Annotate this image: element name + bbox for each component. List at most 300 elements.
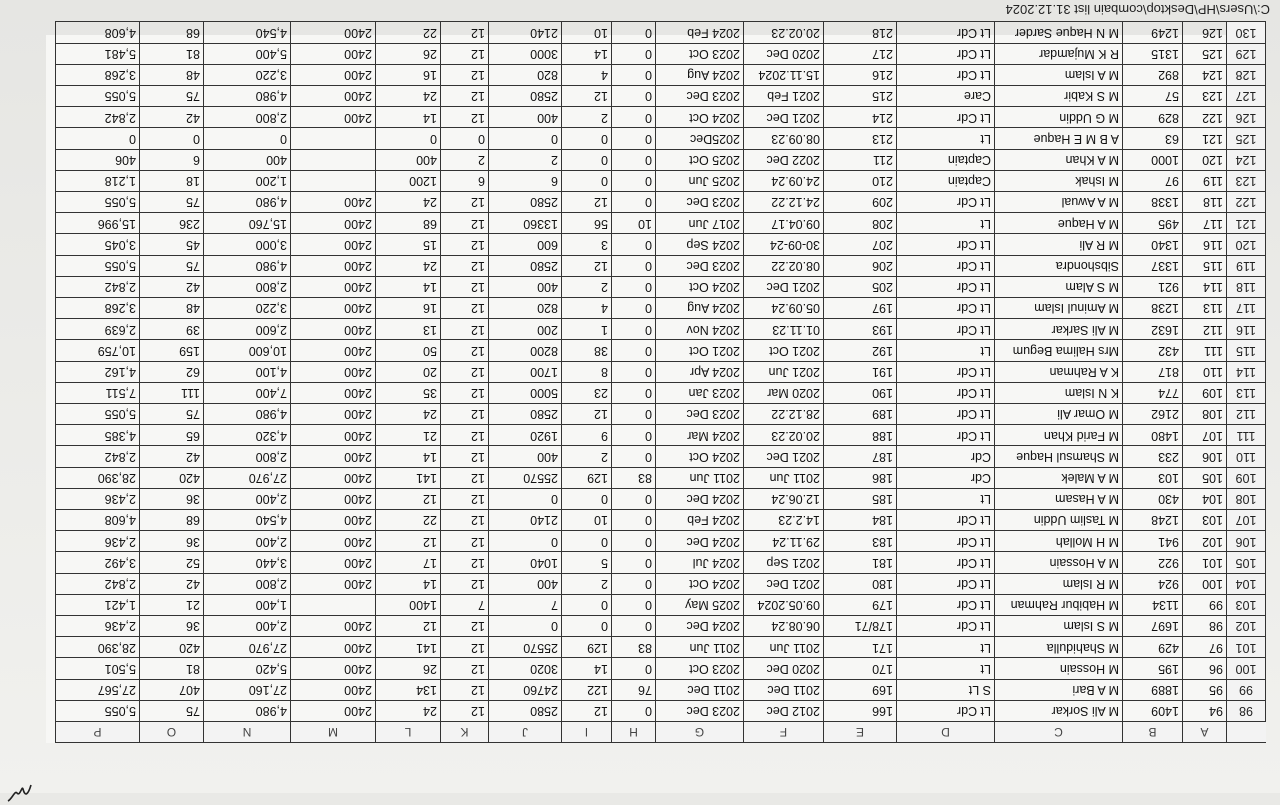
cell-h[interactable]: 0 xyxy=(611,551,655,572)
cell-h[interactable]: 0 xyxy=(611,530,655,551)
cell-o[interactable]: 42 xyxy=(139,445,203,466)
cell-m[interactable]: 2400 xyxy=(290,530,375,551)
cell-l[interactable]: 16 xyxy=(375,297,440,318)
cell-p[interactable]: 10,759 xyxy=(55,339,139,360)
cell-f[interactable]: 30-09-24 xyxy=(743,233,823,254)
cell-d[interactable]: Lt Cdr xyxy=(896,403,994,424)
cell-b[interactable]: 495 xyxy=(1122,212,1182,233)
cell-e[interactable]: 205 xyxy=(823,276,896,297)
cell-i[interactable]: 12 xyxy=(561,403,611,424)
cell-i[interactable]: 23 xyxy=(561,382,611,403)
cell-j[interactable]: 0 xyxy=(488,127,561,148)
cell-m[interactable]: 2400 xyxy=(290,488,375,509)
cell-h[interactable]: 0 xyxy=(611,488,655,509)
cell-c[interactable]: M S Kabir xyxy=(994,85,1122,106)
cell-k[interactable]: 12 xyxy=(440,106,488,127)
cell-c[interactable]: M A Haque xyxy=(994,212,1122,233)
cell-h[interactable]: 0 xyxy=(611,297,655,318)
cell-i[interactable]: 56 xyxy=(561,212,611,233)
column-header-f[interactable]: F xyxy=(743,721,823,743)
cell-b[interactable]: 924 xyxy=(1122,573,1182,594)
cell-f[interactable]: 09.05.2024 xyxy=(743,594,823,615)
cell-m[interactable]: 2400 xyxy=(290,424,375,445)
row-number[interactable]: 120 xyxy=(1226,233,1266,254)
cell-c[interactable]: A B M E Haque xyxy=(994,127,1122,148)
cell-g[interactable]: 2023 Jan xyxy=(655,382,743,403)
cell-l[interactable]: 24 xyxy=(375,700,440,721)
cell-i[interactable]: 12 xyxy=(561,700,611,721)
row-number[interactable]: 127 xyxy=(1226,85,1266,106)
cell-k[interactable]: 12 xyxy=(440,43,488,64)
cell-f[interactable]: 28.12.22 xyxy=(743,403,823,424)
cell-a[interactable]: 96 xyxy=(1182,657,1226,678)
cell-g[interactable]: 2024 Nov xyxy=(655,318,743,339)
cell-p[interactable]: 28,390 xyxy=(55,467,139,488)
cell-g[interactable]: 2025 Jun xyxy=(655,170,743,191)
cell-l[interactable]: 26 xyxy=(375,657,440,678)
cell-c[interactable]: M A Hasam xyxy=(994,488,1122,509)
cell-l[interactable]: 12 xyxy=(375,530,440,551)
row-number[interactable]: 106 xyxy=(1226,530,1266,551)
cell-d[interactable]: Lt Cdr xyxy=(896,594,994,615)
cell-h[interactable]: 0 xyxy=(611,255,655,276)
cell-k[interactable]: 12 xyxy=(440,467,488,488)
cell-h[interactable]: 0 xyxy=(611,85,655,106)
cell-l[interactable]: 13 xyxy=(375,318,440,339)
cell-d[interactable]: Lt Cdr xyxy=(896,573,994,594)
row-number[interactable]: 109 xyxy=(1226,467,1266,488)
cell-k[interactable]: 12 xyxy=(440,361,488,382)
cell-g[interactable]: 2024 Jul xyxy=(655,551,743,572)
cell-b[interactable]: 817 xyxy=(1122,361,1182,382)
cell-h[interactable]: 83 xyxy=(611,636,655,657)
cell-m[interactable] xyxy=(290,149,375,170)
cell-g[interactable]: 2024 Dec xyxy=(655,488,743,509)
cell-o[interactable]: 75 xyxy=(139,255,203,276)
cell-h[interactable]: 0 xyxy=(611,382,655,403)
cell-o[interactable]: 407 xyxy=(139,679,203,700)
cell-h[interactable]: 0 xyxy=(611,657,655,678)
cell-k[interactable]: 6 xyxy=(440,170,488,191)
cell-k[interactable]: 2 xyxy=(440,149,488,170)
column-header-b[interactable]: B xyxy=(1122,721,1182,743)
cell-j[interactable]: 820 xyxy=(488,64,561,85)
cell-j[interactable]: 2580 xyxy=(488,255,561,276)
cell-p[interactable]: 5,055 xyxy=(55,255,139,276)
cell-p[interactable]: 2,436 xyxy=(55,530,139,551)
cell-j[interactable]: 3000 xyxy=(488,43,561,64)
cell-i[interactable]: 10 xyxy=(561,21,611,42)
cell-o[interactable]: 42 xyxy=(139,106,203,127)
cell-p[interactable]: 3,045 xyxy=(55,233,139,254)
cell-j[interactable]: 400 xyxy=(488,106,561,127)
cell-f[interactable]: 2021 Feb xyxy=(743,85,823,106)
cell-d[interactable]: Lt Cdr xyxy=(896,106,994,127)
cell-l[interactable]: 0 xyxy=(375,127,440,148)
cell-c[interactable]: Mrs Halima Begum xyxy=(994,339,1122,360)
cell-e[interactable]: 186 xyxy=(823,467,896,488)
cell-c[interactable]: M Farid Khan xyxy=(994,424,1122,445)
cell-f[interactable]: 2020 Dec xyxy=(743,657,823,678)
cell-h[interactable]: 0 xyxy=(611,64,655,85)
cell-c[interactable]: Sibshondra xyxy=(994,255,1122,276)
cell-j[interactable]: 1040 xyxy=(488,551,561,572)
row-number[interactable]: 104 xyxy=(1226,573,1266,594)
cell-j[interactable]: 2580 xyxy=(488,403,561,424)
cell-c[interactable]: M S Alam xyxy=(994,276,1122,297)
row-number[interactable]: 111 xyxy=(1226,424,1266,445)
cell-p[interactable]: 5,055 xyxy=(55,403,139,424)
row-number[interactable]: 114 xyxy=(1226,361,1266,382)
cell-p[interactable]: 4,162 xyxy=(55,361,139,382)
cell-l[interactable]: 20 xyxy=(375,361,440,382)
cell-o[interactable]: 6 xyxy=(139,149,203,170)
cell-c[interactable]: K A Rahman xyxy=(994,361,1122,382)
cell-n[interactable]: 4,980 xyxy=(203,403,290,424)
row-number[interactable]: 110 xyxy=(1226,445,1266,466)
cell-g[interactable]: 2024 Mar xyxy=(655,424,743,445)
cell-k[interactable]: 12 xyxy=(440,445,488,466)
cell-a[interactable]: 108 xyxy=(1182,403,1226,424)
cell-d[interactable]: Lt Cdr xyxy=(896,233,994,254)
cell-f[interactable]: 2020 Dec xyxy=(743,43,823,64)
cell-n[interactable]: 5,420 xyxy=(203,657,290,678)
cell-a[interactable]: 103 xyxy=(1182,509,1226,530)
cell-a[interactable]: 116 xyxy=(1182,233,1226,254)
cell-i[interactable]: 4 xyxy=(561,64,611,85)
cell-j[interactable]: 600 xyxy=(488,233,561,254)
row-number[interactable]: 98 xyxy=(1226,700,1266,721)
cell-n[interactable]: 4,540 xyxy=(203,509,290,530)
cell-b[interactable]: 1248 xyxy=(1122,509,1182,530)
cell-a[interactable]: 114 xyxy=(1182,276,1226,297)
cell-n[interactable]: 2,800 xyxy=(203,573,290,594)
column-header-j[interactable]: J xyxy=(488,721,561,743)
cell-j[interactable]: 400 xyxy=(488,276,561,297)
cell-j[interactable]: 8200 xyxy=(488,339,561,360)
cell-o[interactable]: 42 xyxy=(139,573,203,594)
cell-f[interactable]: 05.09.24 xyxy=(743,297,823,318)
cell-i[interactable]: 9 xyxy=(561,424,611,445)
cell-k[interactable]: 12 xyxy=(440,339,488,360)
column-header-h[interactable]: H xyxy=(611,721,655,743)
cell-o[interactable]: 75 xyxy=(139,191,203,212)
cell-f[interactable]: 2012 Dec xyxy=(743,700,823,721)
cell-j[interactable]: 0 xyxy=(488,530,561,551)
cell-c[interactable]: M Shamsul Haque xyxy=(994,445,1122,466)
cell-f[interactable]: 2022 Dec xyxy=(743,149,823,170)
cell-b[interactable]: 1632 xyxy=(1122,318,1182,339)
cell-p[interactable]: 406 xyxy=(55,149,139,170)
cell-c[interactable]: M A Islam xyxy=(994,64,1122,85)
cell-g[interactable]: 2024 Sep xyxy=(655,233,743,254)
row-number[interactable]: 123 xyxy=(1226,170,1266,191)
cell-h[interactable]: 0 xyxy=(611,509,655,530)
cell-l[interactable]: 24 xyxy=(375,403,440,424)
cell-k[interactable]: 12 xyxy=(440,297,488,318)
row-number[interactable]: 102 xyxy=(1226,615,1266,636)
cell-f[interactable]: 20.02.23 xyxy=(743,21,823,42)
cell-n[interactable]: 2,800 xyxy=(203,106,290,127)
cell-d[interactable]: Lt Cdr xyxy=(896,361,994,382)
cell-c[interactable]: M Aminul Islam xyxy=(994,297,1122,318)
cell-g[interactable]: 2011 Dec xyxy=(655,679,743,700)
row-number[interactable]: 112 xyxy=(1226,403,1266,424)
cell-g[interactable]: 2024 Oct xyxy=(655,276,743,297)
cell-n[interactable]: 3,220 xyxy=(203,64,290,85)
cell-e[interactable]: 181 xyxy=(823,551,896,572)
cell-e[interactable]: 188 xyxy=(823,424,896,445)
cell-h[interactable]: 0 xyxy=(611,21,655,42)
cell-a[interactable]: 121 xyxy=(1182,127,1226,148)
cell-m[interactable]: 2400 xyxy=(290,551,375,572)
cell-f[interactable]: 2021 Dec xyxy=(743,276,823,297)
cell-k[interactable]: 12 xyxy=(440,64,488,85)
cell-e[interactable]: 211 xyxy=(823,149,896,170)
cell-b[interactable]: 57 xyxy=(1122,85,1182,106)
cell-m[interactable]: 2400 xyxy=(290,615,375,636)
cell-i[interactable]: 38 xyxy=(561,339,611,360)
cell-l[interactable]: 16 xyxy=(375,64,440,85)
cell-b[interactable]: 1338 xyxy=(1122,191,1182,212)
cell-o[interactable]: 75 xyxy=(139,700,203,721)
cell-c[interactable]: M G Uddin xyxy=(994,106,1122,127)
cell-o[interactable]: 75 xyxy=(139,403,203,424)
cell-p[interactable]: 5,055 xyxy=(55,700,139,721)
cell-h[interactable]: 0 xyxy=(611,149,655,170)
cell-h[interactable]: 0 xyxy=(611,445,655,466)
cell-p[interactable]: 2,436 xyxy=(55,615,139,636)
cell-o[interactable]: 68 xyxy=(139,21,203,42)
cell-h[interactable]: 0 xyxy=(611,318,655,339)
cell-a[interactable]: 122 xyxy=(1182,106,1226,127)
cell-h[interactable]: 0 xyxy=(611,170,655,191)
cell-i[interactable]: 122 xyxy=(561,679,611,700)
cell-f[interactable]: 2021 Sep xyxy=(743,551,823,572)
cell-d[interactable]: Lt Cdr xyxy=(896,21,994,42)
cell-n[interactable]: 7,400 xyxy=(203,382,290,403)
cell-m[interactable]: 2400 xyxy=(290,255,375,276)
column-header-l[interactable]: L xyxy=(375,721,440,743)
cell-b[interactable]: 1697 xyxy=(1122,615,1182,636)
column-header-g[interactable]: G xyxy=(655,721,743,743)
cell-i[interactable]: 4 xyxy=(561,297,611,318)
cell-g[interactable]: 2011 Jun xyxy=(655,467,743,488)
cell-m[interactable]: 2400 xyxy=(290,233,375,254)
cell-e[interactable]: 193 xyxy=(823,318,896,339)
cell-c[interactable]: M Habibur Rahman xyxy=(994,594,1122,615)
cell-i[interactable]: 1 xyxy=(561,318,611,339)
select-all-corner[interactable] xyxy=(1226,721,1266,743)
cell-m[interactable]: 2400 xyxy=(290,657,375,678)
cell-d[interactable]: Lt Cdr xyxy=(896,255,994,276)
cell-o[interactable]: 159 xyxy=(139,339,203,360)
cell-c[interactable]: M A Hossain xyxy=(994,551,1122,572)
cell-j[interactable]: 1920 xyxy=(488,424,561,445)
cell-d[interactable]: Cdr xyxy=(896,467,994,488)
cell-p[interactable]: 15,996 xyxy=(55,212,139,233)
column-header-e[interactable]: E xyxy=(823,721,896,743)
cell-h[interactable]: 0 xyxy=(611,233,655,254)
cell-h[interactable]: 0 xyxy=(611,594,655,615)
cell-g[interactable]: 2024 Dec xyxy=(655,530,743,551)
cell-k[interactable]: 12 xyxy=(440,212,488,233)
cell-p[interactable]: 2,842 xyxy=(55,573,139,594)
cell-c[interactable]: M S Islam xyxy=(994,615,1122,636)
cell-j[interactable]: 6 xyxy=(488,170,561,191)
cell-o[interactable]: 18 xyxy=(139,170,203,191)
cell-d[interactable]: Lt xyxy=(896,488,994,509)
cell-g[interactable]: 2024 Oct xyxy=(655,573,743,594)
cell-i[interactable]: 0 xyxy=(561,488,611,509)
cell-o[interactable]: 420 xyxy=(139,467,203,488)
cell-a[interactable]: 125 xyxy=(1182,43,1226,64)
cell-a[interactable]: 107 xyxy=(1182,424,1226,445)
cell-c[interactable]: M A Awual xyxy=(994,191,1122,212)
cell-d[interactable]: Lt Cdr xyxy=(896,700,994,721)
cell-g[interactable]: 2024 Aug xyxy=(655,297,743,318)
cell-k[interactable]: 12 xyxy=(440,488,488,509)
cell-e[interactable]: 187 xyxy=(823,445,896,466)
cell-i[interactable]: 10 xyxy=(561,509,611,530)
cell-p[interactable]: 7,511 xyxy=(55,382,139,403)
cell-l[interactable]: 50 xyxy=(375,339,440,360)
cell-f[interactable]: 2011 Jun xyxy=(743,467,823,488)
row-number[interactable]: 100 xyxy=(1226,657,1266,678)
cell-j[interactable]: 0 xyxy=(488,488,561,509)
cell-j[interactable]: 400 xyxy=(488,573,561,594)
cell-o[interactable]: 52 xyxy=(139,551,203,572)
cell-e[interactable]: 185 xyxy=(823,488,896,509)
cell-a[interactable]: 94 xyxy=(1182,700,1226,721)
cell-e[interactable]: 207 xyxy=(823,233,896,254)
cell-p[interactable]: 2,842 xyxy=(55,106,139,127)
cell-d[interactable]: Cdr xyxy=(896,445,994,466)
cell-b[interactable]: 774 xyxy=(1122,382,1182,403)
cell-a[interactable]: 99 xyxy=(1182,594,1226,615)
row-number[interactable]: 126 xyxy=(1226,106,1266,127)
cell-a[interactable]: 126 xyxy=(1182,21,1226,42)
cell-i[interactable]: 2 xyxy=(561,276,611,297)
cell-o[interactable]: 81 xyxy=(139,657,203,678)
cell-f[interactable]: 01.11.23 xyxy=(743,318,823,339)
cell-b[interactable]: 233 xyxy=(1122,445,1182,466)
cell-f[interactable]: 24.12.22 xyxy=(743,191,823,212)
cell-k[interactable]: 12 xyxy=(440,403,488,424)
cell-b[interactable]: 1000 xyxy=(1122,149,1182,170)
cell-f[interactable]: 15.11.2024 xyxy=(743,64,823,85)
cell-o[interactable]: 45 xyxy=(139,233,203,254)
cell-p[interactable]: 5,501 xyxy=(55,657,139,678)
cell-e[interactable]: 170 xyxy=(823,657,896,678)
cell-e[interactable]: 214 xyxy=(823,106,896,127)
row-number[interactable]: 122 xyxy=(1226,191,1266,212)
cell-c[interactable]: M Ishak xyxy=(994,170,1122,191)
cell-e[interactable]: 218 xyxy=(823,21,896,42)
cell-e[interactable]: 169 xyxy=(823,679,896,700)
cell-e[interactable]: 171 xyxy=(823,636,896,657)
cell-g[interactable]: 2011 Jun xyxy=(655,636,743,657)
cell-e[interactable]: 216 xyxy=(823,64,896,85)
cell-a[interactable]: 106 xyxy=(1182,445,1226,466)
cell-i[interactable]: 14 xyxy=(561,43,611,64)
cell-l[interactable]: 24 xyxy=(375,255,440,276)
cell-k[interactable]: 7 xyxy=(440,594,488,615)
cell-d[interactable]: Lt xyxy=(896,127,994,148)
cell-k[interactable]: 12 xyxy=(440,509,488,530)
cell-m[interactable]: 2400 xyxy=(290,212,375,233)
cell-j[interactable]: 25570 xyxy=(488,636,561,657)
cell-j[interactable]: 200 xyxy=(488,318,561,339)
cell-o[interactable]: 420 xyxy=(139,636,203,657)
cell-l[interactable]: 15 xyxy=(375,233,440,254)
cell-j[interactable]: 0 xyxy=(488,615,561,636)
cell-g[interactable]: 2023 Dec xyxy=(655,191,743,212)
cell-j[interactable]: 7 xyxy=(488,594,561,615)
cell-j[interactable]: 400 xyxy=(488,445,561,466)
cell-d[interactable]: Captain xyxy=(896,170,994,191)
cell-d[interactable]: Lt Cdr xyxy=(896,382,994,403)
cell-p[interactable]: 0 xyxy=(55,127,139,148)
cell-e[interactable]: 184 xyxy=(823,509,896,530)
cell-b[interactable]: 103 xyxy=(1122,467,1182,488)
cell-b[interactable]: 1340 xyxy=(1122,233,1182,254)
cell-m[interactable]: 2400 xyxy=(290,700,375,721)
cell-p[interactable]: 1,218 xyxy=(55,170,139,191)
cell-m[interactable] xyxy=(290,594,375,615)
cell-b[interactable]: 2162 xyxy=(1122,403,1182,424)
cell-b[interactable]: 1409 xyxy=(1122,700,1182,721)
cell-g[interactable]: 2024 Apr xyxy=(655,361,743,382)
row-number[interactable]: 118 xyxy=(1226,276,1266,297)
cell-e[interactable]: 180 xyxy=(823,573,896,594)
cell-p[interactable]: 4,385 xyxy=(55,424,139,445)
cell-f[interactable]: 2021 Dec xyxy=(743,445,823,466)
cell-i[interactable]: 2 xyxy=(561,573,611,594)
cell-j[interactable]: 2580 xyxy=(488,191,561,212)
cell-d[interactable]: S Lt xyxy=(896,679,994,700)
row-number[interactable]: 130 xyxy=(1226,21,1266,42)
cell-k[interactable]: 12 xyxy=(440,382,488,403)
row-number[interactable]: 124 xyxy=(1226,149,1266,170)
cell-o[interactable]: 65 xyxy=(139,424,203,445)
cell-i[interactable]: 0 xyxy=(561,615,611,636)
cell-f[interactable]: 08.02.22 xyxy=(743,255,823,276)
cell-n[interactable]: 10,600 xyxy=(203,339,290,360)
cell-b[interactable]: 922 xyxy=(1122,551,1182,572)
cell-f[interactable]: 09.04.17 xyxy=(743,212,823,233)
row-number[interactable]: 107 xyxy=(1226,509,1266,530)
cell-i[interactable]: 12 xyxy=(561,255,611,276)
cell-g[interactable]: 2017 Jun xyxy=(655,212,743,233)
cell-m[interactable]: 2400 xyxy=(290,64,375,85)
cell-d[interactable]: Lt Cdr xyxy=(896,43,994,64)
cell-d[interactable]: Lt xyxy=(896,339,994,360)
cell-e[interactable]: 190 xyxy=(823,382,896,403)
cell-d[interactable]: Lt Cdr xyxy=(896,530,994,551)
cell-l[interactable]: 12 xyxy=(375,615,440,636)
cell-f[interactable]: 06.08.24 xyxy=(743,615,823,636)
cell-c[interactable]: M A Khan xyxy=(994,149,1122,170)
cell-e[interactable]: 206 xyxy=(823,255,896,276)
cell-o[interactable]: 68 xyxy=(139,509,203,530)
row-number[interactable]: 113 xyxy=(1226,382,1266,403)
cell-p[interactable]: 3,268 xyxy=(55,64,139,85)
column-header-a[interactable]: A xyxy=(1182,721,1226,743)
cell-n[interactable]: 15,760 xyxy=(203,212,290,233)
cell-f[interactable]: 2021 Dec xyxy=(743,106,823,127)
cell-j[interactable]: 13360 xyxy=(488,212,561,233)
